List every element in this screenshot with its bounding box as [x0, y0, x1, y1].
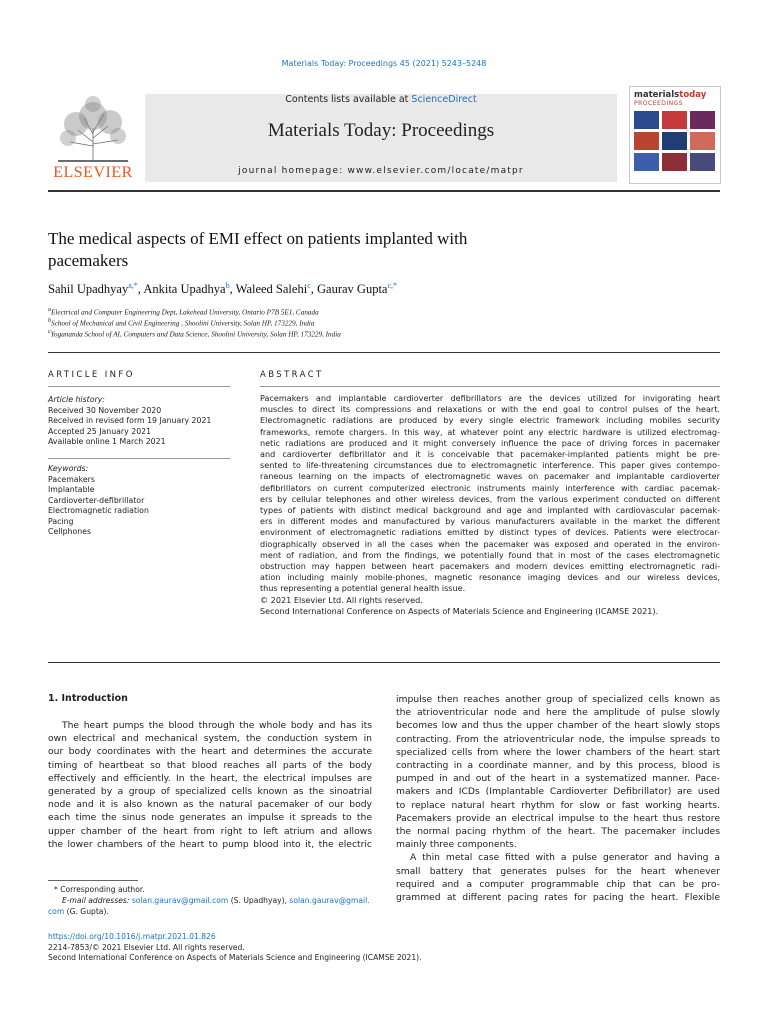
keywords-divider [48, 458, 230, 459]
article-info-heading: ARTICLE INFO [48, 370, 135, 380]
cover-title-today: today [679, 90, 707, 100]
author-list [48, 281, 728, 297]
article-title [48, 228, 608, 272]
history-entry: Accepted 25 January 2021 [48, 426, 152, 436]
affiliation-marker: a [48, 307, 51, 313]
body-line: contracting in a coordinate manner, and by this process, blood is [396, 760, 720, 772]
abstract-line: defibrillators on current computerized electronic instruments mainly interference with cardiac pacemak- [260, 482, 720, 493]
section-heading-introduction: 1. Introduction [48, 693, 128, 704]
body-line: small battery that generates pulses for the heart whenever [396, 865, 720, 877]
abstract-body [260, 393, 720, 617]
email-link[interactable]: solan.gaurav@gmail.com [131, 896, 229, 905]
author-affiliation-marker[interactable]: b [225, 281, 230, 290]
keyword: Cardioverter-defibrillator [48, 495, 145, 505]
cover-subtitle: PROCEEDINGS [634, 100, 684, 107]
abstract-conference: Second International Conference on Aspects of Materials Science and Engineering (ICAMSE 2021). [260, 605, 659, 616]
homepage-prefix: journal homepage: [238, 166, 348, 176]
abstract-end-divider [48, 662, 720, 663]
body-line: makers and ICDs (Implantable Cardioverter Defibrillator) are used [396, 786, 720, 798]
affiliations-divider [48, 352, 720, 353]
affiliation-marker: b [48, 318, 51, 324]
affiliation-marker: c [48, 329, 51, 335]
journal-cover-thumbnail [629, 86, 721, 184]
affiliation [48, 307, 728, 316]
body-line: pumped in and out of the heart in a systematized manner. Pace- [396, 773, 720, 785]
body-line: own electrical and mechanical system, the conduction system in [48, 733, 372, 745]
body-line: specialized cells from where the lower chambers of the heart start [396, 746, 720, 758]
author-name: Gaurav Gupta [317, 282, 388, 296]
affiliation-text: School of Mechanical and Civil Engineering , Shoolini University, Solan HP, 173229, India [51, 319, 315, 328]
cover-image-mosaic [630, 107, 720, 177]
body-line: grammed at different pacing rates for pacing the heart. Flexible [396, 892, 720, 904]
keyword: Pacing [48, 516, 74, 526]
abstract-line: ers in different modes and manufactured by various manufacturers available in the market the different [260, 516, 720, 527]
sciencedirect-link[interactable]: ScienceDirect [411, 94, 477, 105]
keywords-label: Keywords: [48, 464, 89, 473]
body-line: the normal pacing rhythm of the heart. The pacemaker includes [396, 826, 720, 838]
keyword: Electromagnetic radiation [48, 506, 149, 515]
contents-line [145, 94, 617, 105]
body-line: effectively and efficiently. In the heart, the electrical impulses are [48, 772, 372, 784]
body-line: generated by a group of specialized cells known as the sinoatrial [48, 786, 372, 798]
corresponding-author-note: * Corresponding author. [54, 885, 145, 894]
journal-title: Materials Today: Proceedings [267, 120, 495, 141]
keyword: Cellphones [48, 527, 92, 536]
body-line: contracting. From the atrioventricular node, the impulse spreads to [396, 733, 720, 745]
abstract-line: types of patients with distinct medical background and age and implanted with cardiovascular pacemak- [260, 505, 720, 516]
body-line: A thin metal case fitted with a pulse generator and having a [410, 852, 720, 864]
author-separator: , [137, 282, 144, 296]
issn-line: 2214-7853/© 2021 Elsevier Ltd. All rights reserved. [48, 942, 245, 952]
article-title-line-2: pacemakers [48, 251, 129, 270]
affiliation [48, 329, 728, 338]
body-line: impulse then reaches another group of specialized cells known as [396, 694, 720, 705]
abstract-line: raneous learning on the impacts of electromagnetic waves on pacemaker and implantable cardioverter [260, 471, 720, 482]
abstract-line: sented to life-threatening circumstances due to electromagnetic interference. This paper gives contempo- [260, 460, 720, 471]
abstract-heading: ABSTRACT [260, 370, 324, 380]
body-line: the lower chambers of the heart to pump blood into it, the electric [48, 838, 372, 850]
body-line: our body coordinates with the heart and determines the accurate [48, 746, 372, 758]
affiliation-text: Yogananda School of AI, Computers and Data Science, Shoolini University, Solan HP, 173229, India [50, 330, 341, 339]
abstract-line: diographically observed in all the cases when the pacemaker was exposed and operated in the environ- [260, 538, 720, 549]
doi-link[interactable]: https://doi.org/10.1016/j.matpr.2021.01.826 [48, 932, 216, 941]
abstract-line: and cardioverter defibrillator and it is conceivable that pacemaker-implanted patients might be pre- [260, 449, 720, 460]
body-line: The heart pumps the blood through the whole body and has its [62, 720, 372, 731]
body-line: becomes low and thus the upper chamber of the heart slowly stops [396, 720, 720, 732]
affiliation-text: Electrical and Computer Engineering Dept, Lakehead University, Ontario P7B 5E1, Canada [51, 308, 319, 317]
author-separator: , [229, 282, 236, 296]
email-footnote-continued [48, 906, 378, 917]
intro-left-column [48, 719, 372, 851]
contents-prefix: Contents lists available at [285, 94, 412, 105]
header-divider [48, 190, 720, 192]
article-footer [48, 932, 728, 964]
body-line: node and it is also known as the natural pacemaker of our body [48, 799, 372, 811]
abstract-line: ation including mainly mobile-phones, magnetic resonance imaging devices and our wireless devices, [260, 572, 720, 583]
abstract-line: frameworks, remote chargers. In this way, at whatever point any electric hardware is utilized electromag- [260, 426, 720, 437]
keyword: Pacemakers [48, 474, 95, 484]
body-line: Pacemakers provide an electrical impulse to the heart thus restore [396, 812, 720, 824]
intro-right-column [396, 693, 720, 904]
author-name: Sahil Upadhyay [48, 282, 129, 296]
journal-homepage [145, 166, 617, 176]
article-info-divider [48, 386, 230, 387]
author-affiliation-marker[interactable]: a,* [128, 281, 138, 290]
author-name: Ankita Upadhya [143, 282, 226, 296]
keywords-list [48, 464, 238, 538]
email-owner: (G. Gupta). [64, 907, 109, 916]
abstract-line: muscles to direct its compressions and relaxations or with the end goal to control pulses of the heart. [260, 404, 720, 415]
email-footnote [48, 895, 378, 906]
article-title-line-1: The medical aspects of EMI effect on patients implanted with [48, 229, 468, 248]
abstract-line: Pacemakers and implantable cardioverter defibrillators are the devices utilized for invigorating heart [260, 393, 720, 403]
cover-title-materials: materials [634, 90, 680, 100]
abstract-line: netic radiations are produced and it might conversely influence the pace of driving forces in pacemaker [260, 437, 720, 448]
abstract-copyright: © 2021 Elsevier Ltd. All rights reserved. [260, 594, 423, 605]
footer-conference: Second International Conference on Aspects of Materials Science and Engineering (ICAMSE 2021). [48, 953, 422, 962]
publisher-logo-text: ELSEVIER [53, 164, 133, 181]
body-line: to replace natural heart rhythm for slow or fast working hearts. [396, 799, 720, 811]
homepage-link[interactable]: www.elsevier.com/locate/matpr [347, 166, 524, 176]
email-link[interactable]: solan.gaurav@gmail. [289, 896, 370, 905]
author-name: Waleed Salehi [235, 282, 308, 296]
abstract-line: environment of electromagnetic radiations emitted by distinct types of devices. Patients were electrocar- [260, 527, 720, 538]
email-link-continued[interactable]: com [48, 907, 65, 916]
abstract-line: ment of radiation, and from the findings, we potentially found that in most of the cases electromagnetic [260, 549, 720, 560]
footnote-divider [48, 880, 138, 881]
affiliation [48, 318, 728, 327]
body-line: each time the sinus node generates an impulse it spreads to the [48, 812, 372, 824]
author-separator: , [310, 282, 317, 296]
abstract-line: Electromagnetic radiations are produced by every single electric framework including mobiles security [260, 415, 720, 426]
abstract-line: ers by cellular telephones and other wireless devices, from the various experiment conducted on different [260, 493, 720, 504]
body-line: required and a computer programmable chip that can be pro- [396, 878, 720, 890]
history-entry: Available online 1 March 2021 [48, 437, 166, 446]
author-affiliation-marker[interactable]: c,* [387, 281, 398, 290]
author-affiliation-marker[interactable]: c [307, 281, 311, 290]
abstract-line: thus representing a potential general health issue. [260, 583, 466, 594]
history-entry: Received in revised form 19 January 2021 [48, 416, 212, 425]
article-history-label: Article history: [48, 395, 105, 404]
body-line: mainly three components. [396, 839, 517, 851]
abstract-line: obstruction may happen between heart pacemakers and modern devices emitting electromagnetic radi- [260, 561, 720, 572]
journal-citation[interactable]: Materials Today: Proceedings 45 (2021) 5243–5248 [281, 59, 487, 68]
body-line: timing of heartbeat so that blood reaches all parts of the body [48, 759, 372, 771]
body-line: upper chamber of the heart from right to left atrium and allows [48, 825, 372, 837]
abstract-divider [260, 386, 720, 387]
email-label: E-mail addresses: [62, 896, 132, 905]
article-history [48, 395, 238, 448]
keyword: Implantable [48, 485, 95, 494]
footnotes [48, 884, 378, 917]
history-entry: Received 30 November 2020 [48, 405, 162, 415]
email-owner: (S. Upadhyay), [228, 896, 290, 905]
body-line: the atrioventricular node and here the amplitude of pulse slowly [396, 707, 720, 719]
